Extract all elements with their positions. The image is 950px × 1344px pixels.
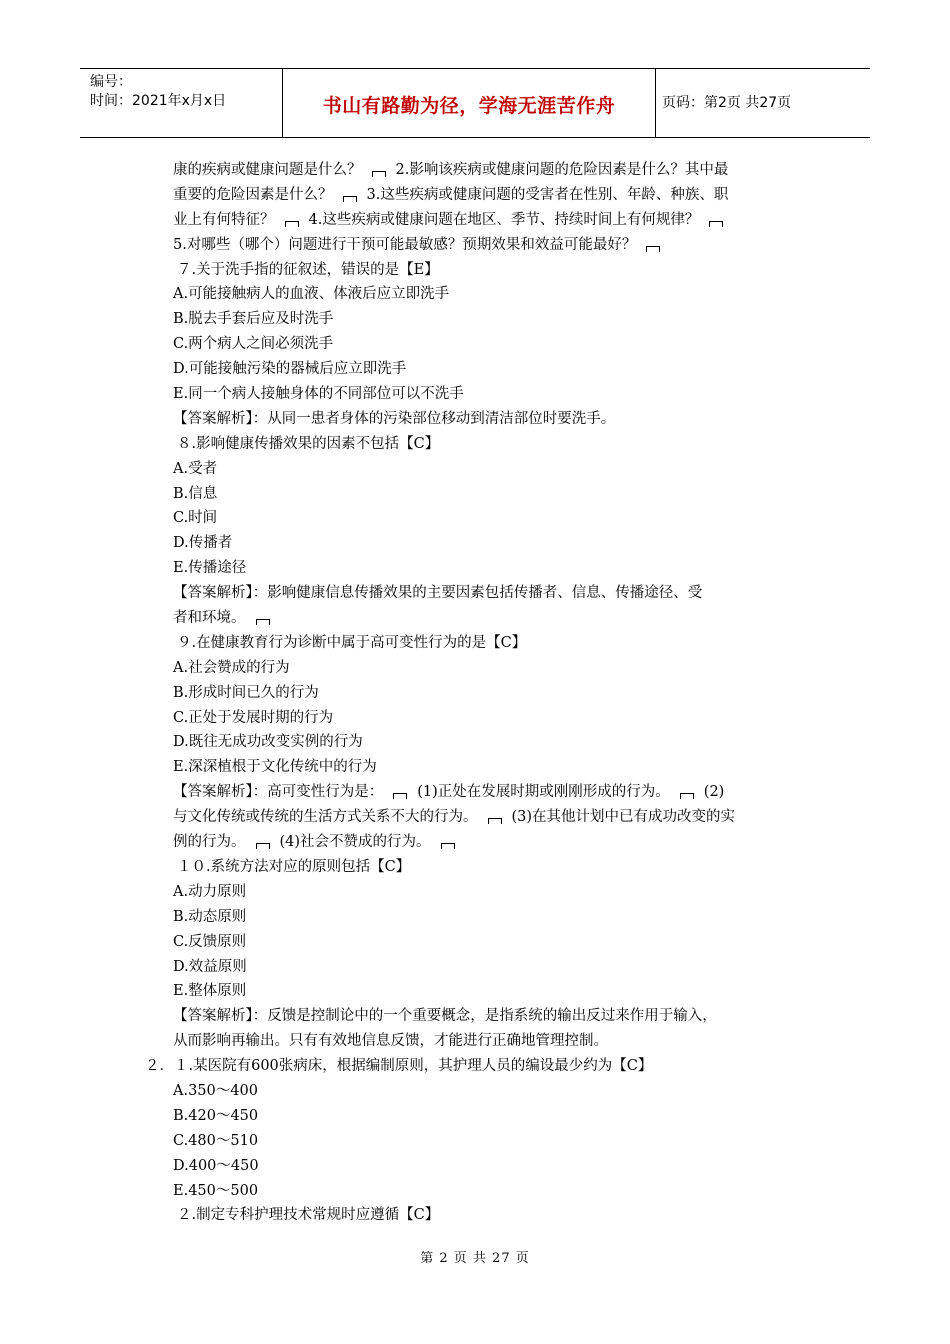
- paragraph-mark-icon: [256, 619, 270, 625]
- motto: 书山有路勤为径，学海无涯苦作舟: [322, 95, 616, 117]
- question-stem: １０.系统方法对应的原则包括【C】: [177, 858, 411, 875]
- paragraph-mark-icon: [680, 793, 694, 799]
- option: C.时间: [173, 510, 218, 527]
- option: E.450～500: [173, 1182, 259, 1199]
- answer-analysis-cont: 例的行为。 (4)社会不赞成的行为。: [173, 830, 813, 855]
- answer-analysis: 【答案解析】：从同一患者身体的污染部位移动到清洁部位时要洗手。: [173, 410, 616, 427]
- option: A.社会赞成的行为: [173, 659, 290, 676]
- page-header: [80, 68, 870, 138]
- option: B.脱去手套后应及时洗手: [173, 311, 334, 328]
- paragraph-mark-icon: [285, 221, 299, 227]
- paragraph-mark-icon: [343, 196, 357, 202]
- option: C.反馈原则: [173, 933, 247, 950]
- intro-line-2: 重要的危险因素是什么？ 3.这些疾病或健康问题的受害者在性别、年龄、种族、职: [173, 186, 729, 203]
- footer-page-number: 第 2 页 共 27 页: [420, 1251, 530, 1266]
- header-motto-cell: [282, 69, 656, 137]
- question-stem: ２.制定专科护理技术常规时应遵循【C】: [177, 1207, 440, 1224]
- answer-analysis: 【答案解析】：反馈是控制论中的一个重要概念，是指系统的输出反过来作用于输入，: [173, 1008, 717, 1025]
- paragraph-mark-icon: [372, 171, 386, 177]
- option: C.两个病人之间必须洗手: [173, 336, 334, 353]
- option: B.信息: [173, 485, 218, 502]
- option: C.480～510: [173, 1132, 259, 1149]
- option: B.形成时间已久的行为: [173, 684, 319, 701]
- option: A.动力原则: [173, 883, 247, 900]
- code-label: 编号：: [90, 74, 132, 90]
- answer-analysis-cont: 从而影响再输出。只有有效地信息反馈，才能进行正确地管理控制。: [173, 1033, 608, 1050]
- question-stem: ９.在健康教育行为诊断中属于高可变性行为的是【C】: [177, 634, 527, 651]
- paragraph-mark-icon: [488, 818, 502, 824]
- option: B.动态原则: [173, 908, 247, 925]
- option: E.同一个病人接触身体的不同部位可以不洗手: [173, 386, 464, 403]
- answer-analysis: 【答案解析】：高可变性行为是： (1)正处在发展时期或刚刚形成的行为。 (2): [173, 784, 725, 801]
- intro-line-4: 5.对哪些（哪个）问题进行干预可能最敏感？预期效果和效益可能最好？: [173, 233, 813, 258]
- paragraph-mark-icon: [393, 793, 407, 799]
- answer-analysis-cont: 与文化传统或传统的生活方式关系不大的行为。 (3)在其他计划中已有成功改变的实: [173, 809, 736, 826]
- intro-line-3: 业上有何特征？ 4.这些疾病或健康问题在地区、季节、持续时间上有何规律？: [173, 208, 813, 233]
- page-info: 页码：第2页 共27页: [662, 95, 792, 111]
- question-stem: ８.影响健康传播效果的因素不包括【C】: [177, 435, 440, 452]
- option: C.正处于发展时期的行为: [173, 709, 334, 726]
- date-label: 时间：2021年x月x日: [90, 93, 227, 109]
- option: D.传播者: [173, 535, 233, 552]
- option: B.420～450: [173, 1107, 259, 1124]
- header-meta-cell: [80, 69, 280, 137]
- question-stem: ７.关于洗手指的征叙述，错误的是【E】: [177, 261, 439, 278]
- question-stem: ２．１.某医院有600张病床，根据编制原则，其护理人员的编设最少约为【C】: [145, 1058, 653, 1075]
- paragraph-mark-icon: [441, 843, 455, 849]
- option: D.效益原则: [173, 958, 247, 975]
- option: A.受者: [173, 460, 218, 477]
- paragraph-mark-icon: [256, 843, 270, 849]
- option: E.深深植根于文化传统中的行为: [173, 759, 377, 776]
- document-body: [145, 158, 813, 1228]
- option: E.整体原则: [173, 983, 247, 1000]
- paragraph-mark-icon: [709, 221, 723, 227]
- intro-line-1: 康的疾病或健康问题是什么？ 2.影响该疾病或健康问题的危险因素是什么？其中最: [173, 162, 729, 178]
- answer-analysis-cont: 者和环境。: [173, 606, 813, 631]
- page-footer: [0, 1247, 950, 1266]
- option: A.可能接触病人的血液、体液后应立即洗手: [173, 286, 450, 303]
- option: D.既往无成功改变实例的行为: [173, 734, 363, 751]
- option: D.400～450: [173, 1157, 259, 1174]
- header-page-cell: [656, 69, 870, 137]
- answer-analysis: 【答案解析】：影响健康信息传播效果的主要因素包括传播者、信息、传播途径、受: [173, 585, 703, 602]
- option: A.350～400: [173, 1082, 258, 1099]
- option: D.可能接触污染的器械后应立即洗手: [173, 361, 407, 378]
- option: E.传播途径: [173, 560, 247, 577]
- paragraph-mark-icon: [646, 246, 660, 252]
